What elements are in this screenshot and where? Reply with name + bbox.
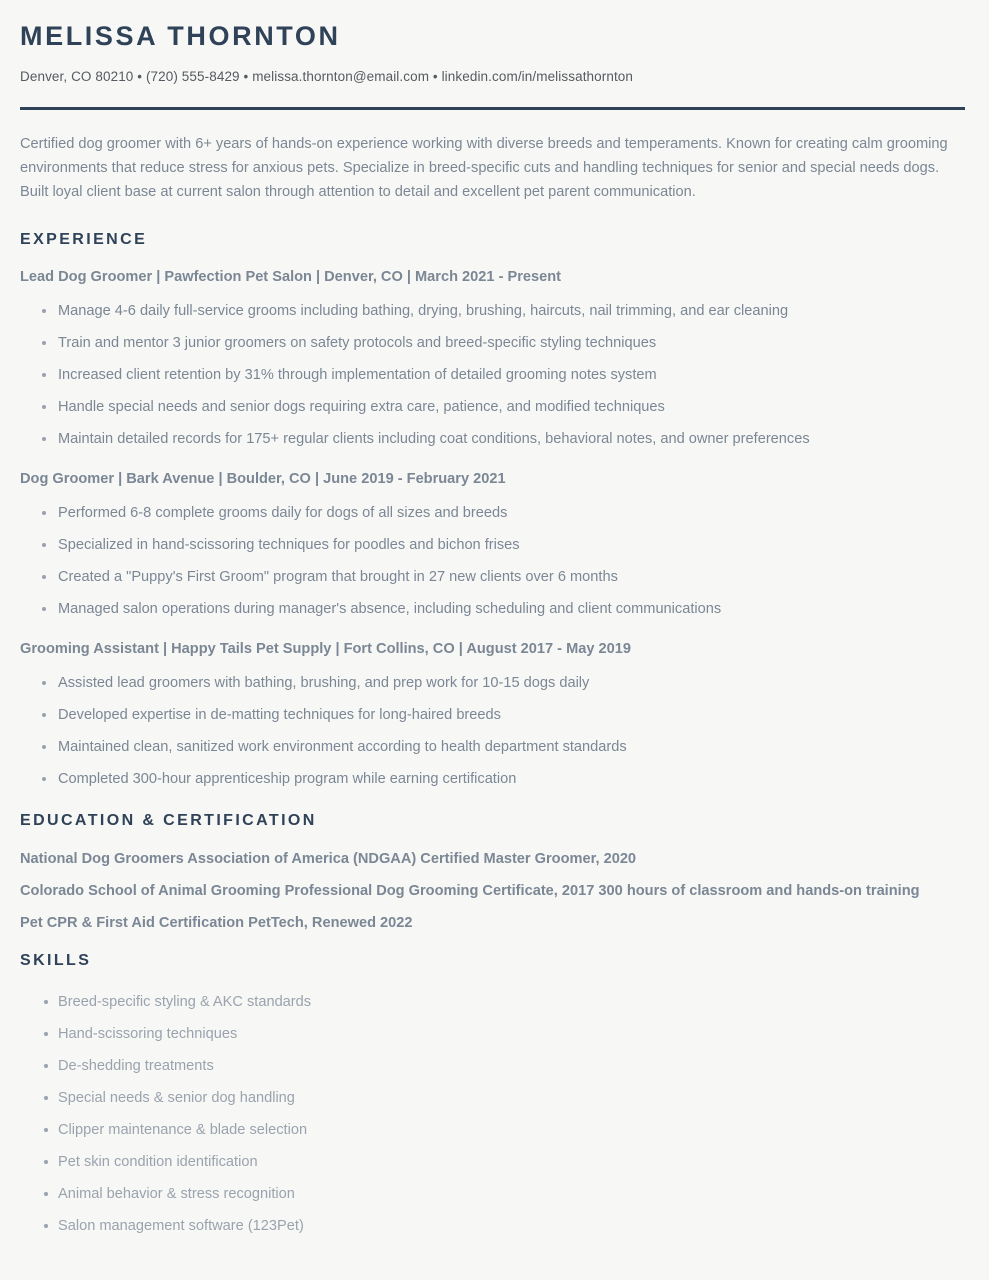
experience-bullet: Developed expertise in de-matting techniques for long-haired breeds (20, 699, 965, 731)
education-entry: Colorado School of Animal Grooming Professional Dog Grooming Certificate, 2017 300 hours of classroom and hands-on training (20, 882, 920, 899)
experience-section-title: EXPERIENCE (20, 231, 148, 249)
experience-entry (20, 467, 965, 625)
experience-entry-heading: Lead Dog Groomer | Pawfection Pet Salon | Denver, CO | March 2021 - Present (20, 269, 562, 286)
experience-bullet: Maintained clean, sanitized work environment according to health department standards (20, 731, 965, 763)
professional-summary: Certified dog groomer with 6+ years of hands-on experience working with diverse breeds and temperaments. Known for creating calm grooming environments that reduce stress for anxious pets. Specialize in breed-specific cuts and handling techniques for senior and special needs dogs. Built loyal client base at current salon through attention to detail and excellent pet parent communication. (20, 136, 948, 201)
education-entry: National Dog Groomers Association of America (NDGAA) Certified Master Groomer, 2020 (20, 850, 637, 867)
experience-bullet: Maintain detailed records for 175+ regular clients including coat conditions, behavioral notes, and owner preferences (20, 423, 965, 455)
skill-item: De-shedding treatments (20, 1050, 965, 1082)
experience-bullet: Handle special needs and senior dogs requiring extra care, patience, and modified techniques (20, 391, 965, 423)
experience-bullet: Manage 4-6 daily full-service grooms including bathing, drying, brushing, haircuts, nail trimming, and ear cleaning (20, 295, 965, 327)
experience-bullet: Managed salon operations during manager's absence, including scheduling and client communications (20, 593, 965, 625)
experience-bullet: Completed 300-hour apprenticeship program while earning certification (20, 763, 965, 795)
education-entries (20, 847, 965, 935)
skill-item: Salon management software (123Pet) (20, 1210, 965, 1242)
page-title: MELISSA THORNTON (20, 21, 341, 51)
skills-section-title: SKILLS (20, 951, 92, 969)
contact-line: Denver, CO 80210 • (720) 555-8429 • melissa.thornton@email.com • linkedin.com/in/melissathornton (20, 68, 634, 84)
experience-entry-heading: Grooming Assistant | Happy Tails Pet Supply | Fort Collins, CO | August 2017 - May 2019 (20, 641, 631, 658)
experience-entry (20, 265, 965, 455)
experience-bullet: Increased client retention by 31% through implementation of detailed grooming notes system (20, 359, 965, 391)
experience-bullet-list (20, 295, 965, 455)
skill-item: Animal behavior & stress recognition (20, 1178, 965, 1210)
experience-bullet: Created a "Puppy's First Groom" program that brought in 27 new clients over 6 months (20, 561, 965, 593)
skill-item: Special needs & senior dog handling (20, 1082, 965, 1114)
skill-item: Clipper maintenance & blade selection (20, 1114, 965, 1146)
skill-item: Hand-scissoring techniques (20, 1018, 965, 1050)
experience-bullet: Specialized in hand-scissoring techniques for poodles and bichon frises (20, 529, 965, 561)
experience-bullet-list (20, 667, 965, 795)
education-section-title: EDUCATION & CERTIFICATION (20, 812, 317, 830)
experience-entry (20, 637, 965, 795)
experience-entry-heading: Dog Groomer | Bark Avenue | Boulder, CO | June 2019 - February 2021 (20, 471, 506, 488)
header-divider (20, 107, 965, 110)
skills-list (20, 986, 965, 1242)
experience-section (20, 230, 965, 795)
experience-entries (20, 265, 965, 795)
experience-bullet: Performed 6-8 complete grooms daily for dogs of all sizes and breeds (20, 497, 965, 529)
education-entry: Pet CPR & First Aid Certification PetTech, Renewed 2022 (20, 914, 413, 931)
skill-item: Pet skin condition identification (20, 1146, 965, 1178)
experience-bullet: Train and mentor 3 junior groomers on safety protocols and breed-specific styling techniques (20, 327, 965, 359)
education-section (20, 811, 965, 934)
skills-section (20, 951, 965, 1242)
experience-bullet-list (20, 497, 965, 625)
experience-bullet: Assisted lead groomers with bathing, brushing, and prep work for 10-15 dogs daily (20, 667, 965, 699)
skill-item: Breed-specific styling & AKC standards (20, 986, 965, 1018)
